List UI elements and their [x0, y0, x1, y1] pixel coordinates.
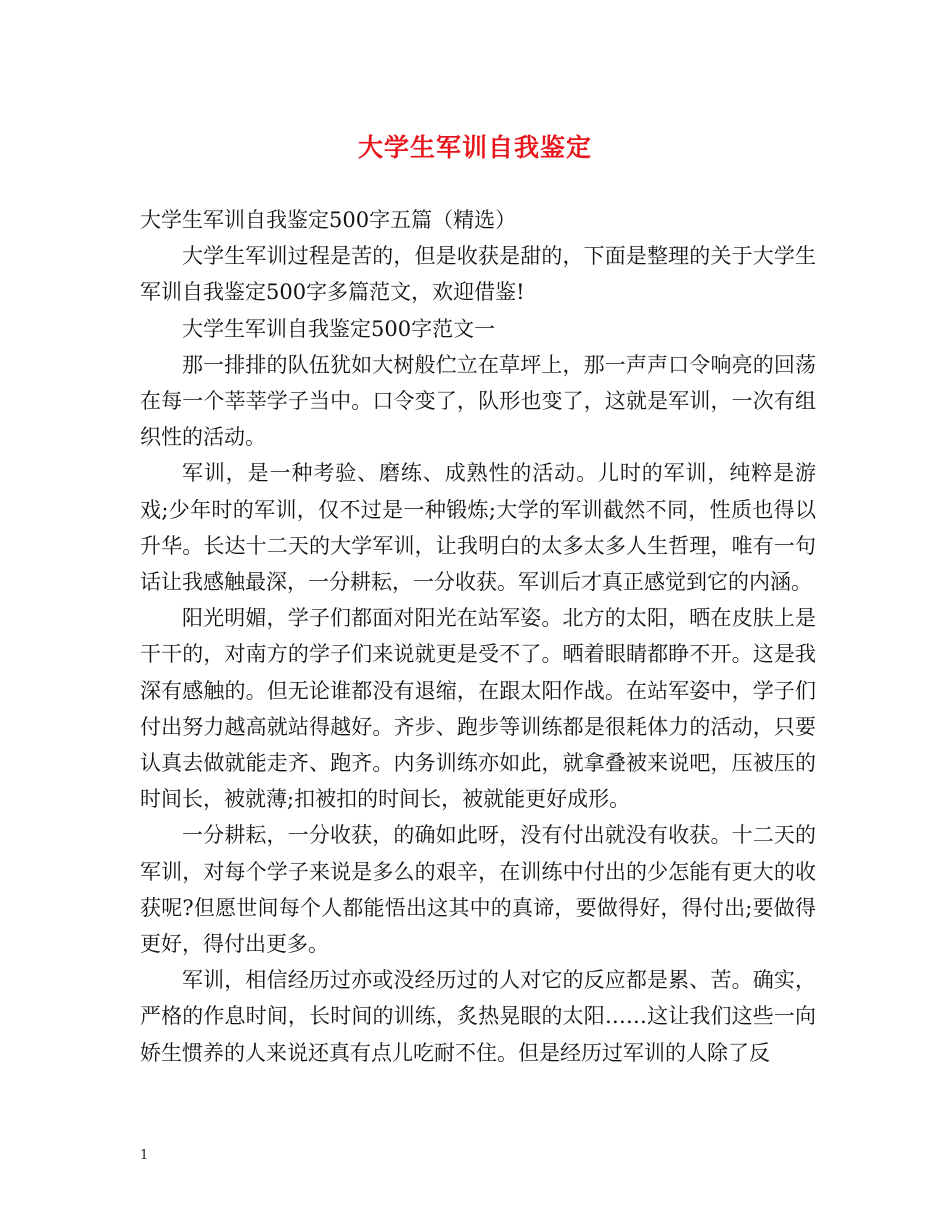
document-title: 大学生军训自我鉴定	[357, 133, 592, 162]
paragraph: 阳光明媚，学子们都面对阳光在站军姿。北方的太阳，晒在皮肤上是干干的，对南方的学子们来说就更是受不了。晒着眼睛都睁不开。这是我深有感触的。但无论谁都没有退缩，在跟太阳作战。在站军姿中，学子们付出努力越高就站得越好。齐步、跑步等训练都是很耗体力的活动，只要认真去做就能走齐、跑齐。内务训练亦如此，就拿叠被来说吧，压被压的时间长，被就薄;扣被扣的时间长，被就能更好成形。	[140, 606, 816, 812]
paragraph: 一分耕耘，一分收获，的确如此呀，没有付出就没有收获。十二天的军训，对每个学子来说是多么的艰辛，在训练中付出的少怎能有更大的收获呢?但愿世间每个人都能悟出这其中的真谛，要做得好，得付出;要做得更好，得付出更多。	[140, 823, 816, 957]
paragraph: 军训，是一种考验、磨练、成熟性的活动。儿时的军训，纯粹是游戏;少年时的军训，仅不过是一种锻炼;大学的军训截然不同，性质也得以升华。长达十二天的大学军训，让我明白的太多太多人生哲理，唯有一句话让我感触最深，一分耕耘，一分收获。军训后才真正感觉到它的内涵。	[140, 461, 816, 595]
paragraph: 军训，相信经历过亦或没经历过的人对它的反应都是累、苦。确实，严格的作息时间，长时间的训练，炙热晃眼的太阳……这让我们这些一向娇生惯养的人来说还真有点儿吃耐不住。但是经历过军训的人除了反	[140, 968, 816, 1065]
paragraph-heading-essay-one: 大学生军训自我鉴定500字范文一	[182, 316, 496, 341]
paragraph-intro: 大学生军训过程是苦的，但是收获是甜的，下面是整理的关于大学生军训自我鉴定500字多篇范文，欢迎借鉴!	[140, 244, 816, 305]
document-body	[140, 202, 816, 1071]
paragraph-subtitle: 大学生军训自我鉴定500字五篇（精选）	[140, 208, 517, 232]
page-number: 1	[140, 1148, 149, 1163]
paragraph: 那一排排的队伍犹如大树般伫立在草坪上，那一声声口令响亮的回荡在每一个莘莘学子当中。口令变了，队形也变了，这就是军训，一次有组织性的活动。	[140, 352, 816, 450]
